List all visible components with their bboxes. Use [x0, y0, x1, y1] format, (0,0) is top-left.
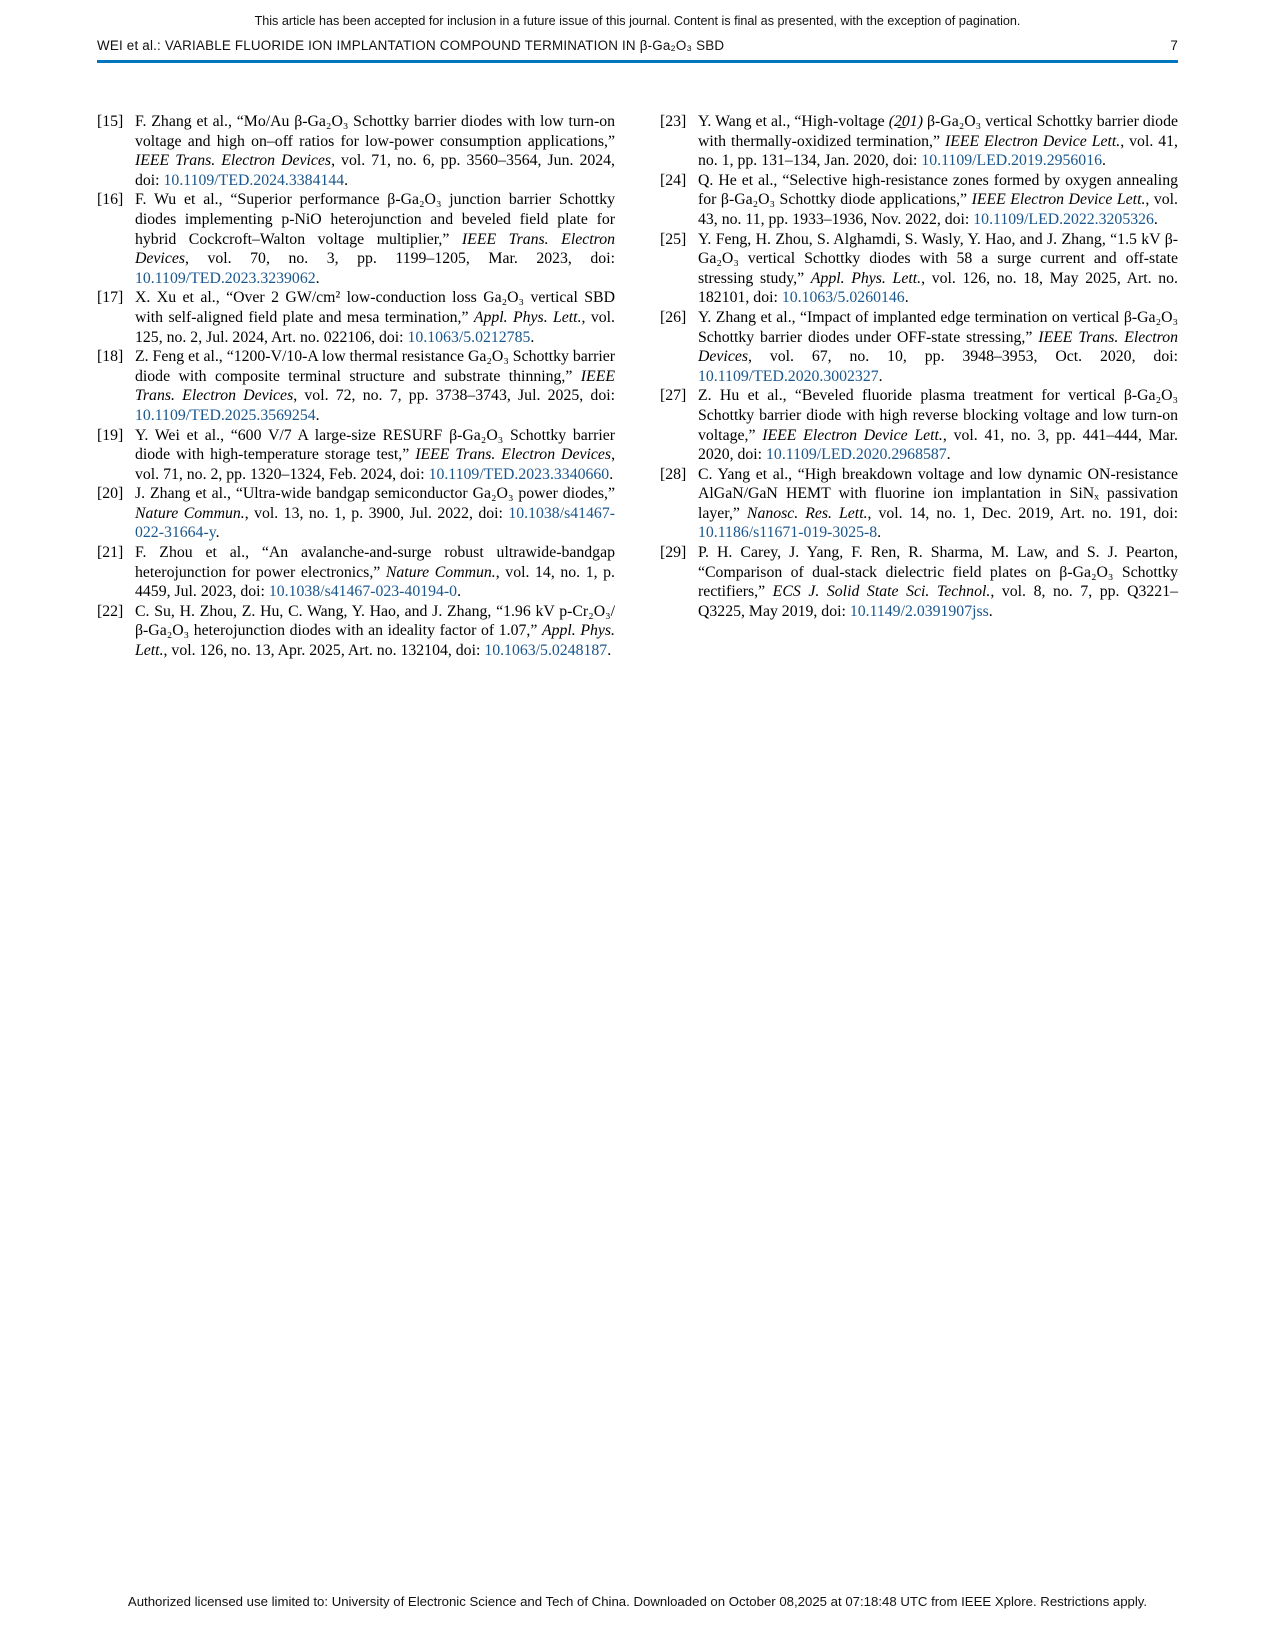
reference-text: .	[530, 328, 535, 346]
reference-text: .	[344, 171, 349, 189]
journal-name: Appl. Phys. Lett.	[473, 308, 582, 326]
journal-name: Nature Commun.	[385, 563, 496, 581]
doi-link[interactable]: 10.1149/2.0391907jss	[849, 602, 989, 620]
reference-number: [21]	[97, 544, 124, 562]
reference-item	[97, 602, 615, 661]
reference-text: C. Yang et al., “High breakdown voltage and low dynamic ON-resistance AlGaN/GaN HEMT with fluorine ion implantation in SiNₓ passivation layer,”	[698, 465, 1178, 522]
header-rule	[97, 60, 1178, 63]
journal-name: Appl. Phys. Lett.	[135, 622, 615, 660]
reference-text: , vol. 41, no. 1, pp. 131–134, Jan. 2020, doi:	[698, 132, 1178, 170]
reference-item	[660, 171, 1178, 230]
references-column-left	[97, 112, 615, 661]
reference-number: [16]	[97, 191, 124, 209]
journal-name: Nanosc. Res. Lett.	[746, 504, 868, 522]
reference-number: [28]	[660, 465, 687, 483]
journal-name: IEEE Electron Device Lett.	[971, 191, 1146, 209]
doi-link[interactable]: 10.1038/s41467-023-40194-0	[268, 583, 458, 601]
reference-number: [18]	[97, 348, 124, 366]
reference-text: Z. Feng et al., “1200-V/10-A low thermal resistance Ga₂O₃ Schottky barrier diode with composite terminal structure and substrate thinning,”	[135, 348, 615, 385]
doi-link[interactable]: 10.1063/5.0212785	[407, 328, 531, 346]
reference-item	[97, 347, 615, 425]
reference-number: [23]	[660, 113, 687, 130]
reference-item	[97, 190, 615, 288]
reference-text: J. Zhang et al., “Ultra-wide bandgap semiconductor Ga₂O₃ power diodes,”	[135, 485, 615, 503]
reference-number: [26]	[660, 308, 687, 326]
doi-link[interactable]: 10.1063/5.0260146	[781, 289, 905, 307]
reference-text: , vol. 71, no. 6, pp. 3560–3564, Jun. 2024, doi:	[135, 152, 615, 189]
reference-text: X. Xu et al., “Over 2 GW/cm² low-conduction loss Ga₂O₃ vertical SBD with self-aligned field plate and mesa termination,”	[135, 289, 615, 326]
references-section	[97, 112, 1178, 661]
reference-number: [17]	[97, 289, 124, 307]
doi-link[interactable]: 10.1109/TED.2023.3340660	[428, 465, 610, 483]
reference-text: .	[607, 642, 612, 660]
reference-text: .	[877, 524, 882, 542]
journal-name: IEEE Trans. Electron Devices	[698, 328, 1178, 366]
reference-text: , vol. 13, no. 1, p. 3900, Jul. 2022, doi:	[244, 504, 509, 522]
reference-text: , vol. 43, no. 11, pp. 1933–1936, Nov. 2022, doi:	[698, 191, 1178, 228]
doi-link[interactable]: 10.1038/s41467-022-31664-y	[135, 504, 615, 542]
reference-text: Q. He et al., “Selective high-resistance zones formed by oxygen annealing for β-Ga₂O₃ Schottky diode applications,”	[698, 171, 1178, 209]
running-head-row	[97, 38, 1178, 53]
reference-text: Y. Feng, H. Zhou, S. Alghamdi, S. Wasly, Y. Hao, and J. Zhang, “1.5 kV β-Ga₂O₃ vertical Schottky diodes with 58 a surge current and off-state stressing study,”	[698, 230, 1178, 287]
reference-text: .	[609, 465, 614, 483]
journal-name: IEEE Trans. Electron Devices	[135, 230, 615, 268]
reference-number: [29]	[660, 544, 687, 562]
reference-text: Y. Zhang et al., “Impact of implanted edge termination on vertical β-Ga₂O₃ Schottky barrier diodes under OFF-state stressing,”	[698, 308, 1178, 346]
journal-name: (2̲01)	[888, 113, 923, 130]
reference-number: [22]	[97, 602, 124, 620]
doi-link[interactable]: 10.1109/TED.2024.3384144	[163, 171, 345, 189]
reference-text: , vol. 126, no. 18, May 2025, Art. no. 182101, doi:	[698, 269, 1178, 307]
doi-link[interactable]: 10.1109/TED.2023.3239062	[135, 269, 316, 287]
reference-number: [25]	[660, 230, 687, 248]
reference-item	[97, 484, 615, 543]
reference-text: β-Ga₂O₃ vertical Schottky barrier diode with thermally-oxidized termination,”	[698, 113, 1178, 150]
reference-text: .	[457, 583, 462, 601]
reference-text: F. Zhang et al., “Mo/Au β-Ga₂O₃ Schottky barrier diodes with low turn-on voltage and high on–off ratios for low-power consumption applications,”	[135, 113, 615, 150]
journal-name: Nature Commun.	[135, 504, 245, 522]
reference-text: , vol. 70, no. 3, pp. 1199–1205, Mar. 2023, doi:	[185, 250, 615, 268]
reference-text: .	[904, 289, 909, 307]
accept-notice: This article has been accepted for inclusion in a future issue of this journal. Content is final as presented, with the exception of pagination.	[254, 14, 1021, 28]
doi-link[interactable]: 10.1109/LED.2022.3205326	[973, 210, 1154, 228]
doi-link[interactable]: 10.1186/s11671-019-3025-8	[698, 524, 878, 542]
reference-text: .	[946, 446, 951, 464]
reference-number: [19]	[97, 426, 124, 444]
reference-text: Z. Hu et al., “Beveled fluoride plasma treatment for vertical β-Ga₂O₃ Schottky barrier diode with high reverse blocking voltage and low turn-on voltage,”	[698, 387, 1178, 444]
reference-text: , vol. 126, no. 13, Apr. 2025, Art. no. 132104, doi:	[163, 642, 485, 660]
reference-item	[660, 465, 1178, 543]
reference-item	[660, 543, 1178, 621]
journal-name: IEEE Trans. Electron Devices	[135, 367, 615, 405]
reference-number: [15]	[97, 113, 124, 130]
doi-link[interactable]: 10.1063/5.0248187	[484, 642, 608, 660]
reference-text: .	[878, 367, 883, 385]
reference-text: Y. Wei et al., “600 V/7 A large-size RESURF β-Ga₂O₃ Schottky barrier diode with high-temperature storage test,”	[135, 426, 615, 464]
reference-text: , vol. 41, no. 3, pp. 441–444, Mar. 2020, doi:	[698, 426, 1179, 464]
doi-link[interactable]: 10.1109/TED.2020.3002327	[698, 367, 879, 385]
reference-text: .	[988, 602, 993, 620]
reference-text: F. Wu et al., “Superior performance β-Ga₂O₃ junction barrier Schottky diodes implementing p-NiO heterojunction and beveled field plate for hybrid Cockcroft–Walton voltage multiplier,”	[135, 191, 615, 248]
reference-item	[660, 112, 1178, 171]
reference-text: .	[315, 269, 320, 287]
references-column-right	[660, 112, 1178, 661]
reference-item	[660, 230, 1178, 308]
reference-text: F. Zhou et al., “An avalanche-and-surge robust ultrawide-bandgap heterojunction for power electronics,”	[135, 544, 615, 581]
reference-item	[97, 112, 615, 190]
reference-item	[97, 426, 615, 485]
reference-number: [20]	[97, 485, 124, 503]
doi-link[interactable]: 10.1109/TED.2025.3569254	[135, 406, 316, 424]
reference-item	[660, 386, 1178, 464]
reference-item	[97, 288, 615, 347]
page-number: 7	[1170, 38, 1178, 53]
doi-link[interactable]: 10.1109/LED.2019.2956016	[921, 152, 1102, 170]
reference-number: [24]	[660, 171, 687, 189]
reference-item	[660, 308, 1178, 386]
reference-text: , vol. 14, no. 1, Dec. 2019, Art. no. 191, doi:	[867, 504, 1178, 522]
journal-name: IEEE Trans. Electron Devices	[135, 152, 332, 170]
running-head-title: WEI et al.: VARIABLE FLUORIDE ION IMPLANTATION COMPOUND TERMINATION IN β-Ga₂O₃ SBD	[97, 38, 725, 53]
reference-item	[97, 543, 615, 602]
journal-name: Appl. Phys. Lett.	[810, 269, 922, 287]
journal-name: IEEE Trans. Electron Devices	[415, 446, 612, 464]
reference-number: [27]	[660, 387, 687, 405]
doi-link[interactable]: 10.1109/LED.2020.2968587	[766, 446, 947, 464]
reference-text: , vol. 14, no. 1, p. 4459, Jul. 2023, doi:	[135, 563, 615, 601]
journal-name: IEEE Electron Device Lett.	[762, 426, 943, 444]
reference-text: , vol. 72, no. 7, pp. 3738–3743, Jul. 2025, doi:	[293, 387, 615, 405]
journal-name: IEEE Electron Device Lett.	[944, 132, 1121, 150]
reference-text: , vol. 71, no. 2, pp. 1320–1324, Feb. 2024, doi:	[135, 446, 616, 483]
journal-name: ECS J. Solid State Sci. Technol.	[772, 583, 991, 601]
footer-license-text: Authorized licensed use limited to: University of Electronic Science and Tech of China. Downloaded on October 08,2025 at 07:18:48 UTC from IEEE Xplore. Restrictions apply.	[127, 1594, 1148, 1609]
reference-text: P. H. Carey, J. Yang, F. Ren, R. Sharma, M. Law, and S. J. Pearton, “Comparison of dual-stack dielectric field plates on β-Ga₂O₃ Schottky rectifiers,”	[698, 544, 1178, 601]
reference-text: , vol. 67, no. 10, pp. 3948–3953, Oct. 2020, doi:	[748, 348, 1178, 366]
reference-text: .	[315, 406, 320, 424]
reference-text: C. Su, H. Zhou, Z. Hu, C. Wang, Y. Hao, and J. Zhang, “1.96 kV p-Cr₂O₃/β-Ga₂O₃ heterojunction diodes with an ideality factor of 1.07,”	[135, 602, 615, 640]
reference-text: .	[215, 524, 220, 542]
reference-text: , vol. 125, no. 2, Jul. 2024, Art. no. 022106, doi:	[135, 308, 615, 346]
reference-text: .	[1102, 152, 1106, 170]
reference-text: , vol. 8, no. 7, pp. Q3221–Q3225, May 2019, doi:	[698, 583, 1178, 620]
reference-text: .	[1153, 210, 1158, 228]
reference-text: Y. Wang et al., “High-voltage	[698, 113, 889, 130]
